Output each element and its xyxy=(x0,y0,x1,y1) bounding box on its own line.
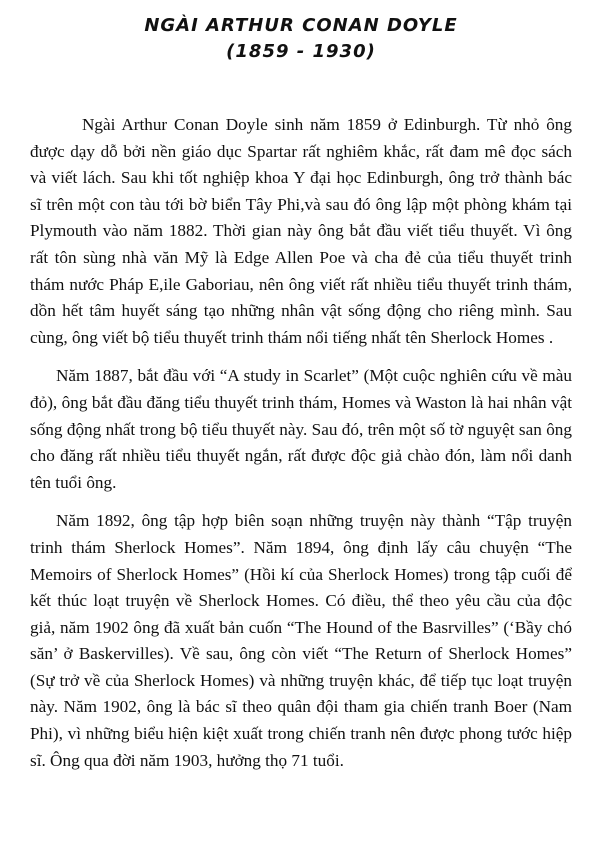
paragraph-3: Năm 1892, ông tập hợp biên soạn những truyện này thành “Tập truyện trinh thám Sherlock Homes”. Năm 1894, ông định lấy câu chuyện “The Memoirs of Sherlock Homes” (Hồi kí của Sherlock Homes) trong tập cuối để kết thúc loạt truyện về Sherlock Homes. Có điều, thể theo yêu cầu của độc giả, năm 1902 ông đã xuất bản cuốn “The Hound of the Basrvilles” (‘Bầy chó săn’ ở Baskervilles). Về sau, ông còn viết “The Return of Sherlock Homes” (Sự trở về của Sherlock Homes) và những truyện khác, để tiếp tục loạt truyện này. Năm 1902, ông là bác sĩ theo quân đội tham gia chiến tranh Boer (Nam Phi), vì những biểu hiện kiệt xuất trong chiến tranh nên được phong tước hiệp sĩ. Ông qua đời năm 1903, hưởng thọ 71 tuổi. xyxy=(30,511,572,770)
page-title: NGÀI ARTHUR CONAN DOYLE xyxy=(144,15,458,36)
article-body xyxy=(30,112,572,774)
life-years: (1859 - 1930) xyxy=(226,41,376,62)
paragraph-2: Năm 1887, bắt đầu với “A study in Scarlet” (Một cuộc nghiên cứu về màu đỏ), ông bắt đầu đăng tiểu thuyết trinh thám, Homes và Waston là hai nhân vật sống động nhất trong bộ tiểu thuyết này. Sau đó, trên một số tờ nguyệt san ông cho đăng rất nhiều tiểu thuyết ngắn, rất được độc giả chào đón, làm nổi danh tên tuổi ông. xyxy=(30,366,572,492)
paragraph-1: Ngài Arthur Conan Doyle sinh năm 1859 ở Edinburgh. Từ nhỏ ông được dạy dỗ bởi nền giáo dục Spartar rất nghiêm khắc, rất đam mê đọc sách và viết lách. Sau khi tốt nghiệp khoa Y đại học Edinburgh, ông trở thành bác sĩ trên một con tàu tới bờ biển Tây Phi,và sau đó ông lập một phòng khám tại Plymouth vào năm 1882. Thời gian này ông bắt đầu viết tiểu thuyết. Vì ông rất tôn sùng nhà văn Mỹ là Edge Allen Poe và cha đẻ của tiểu thuyết trinh thám nước Pháp E,ile Gaboriau, nên ông viết rất nhiều tiểu thuyết trinh thám, dồn hết tâm huyết sáng tạo những nhân vật sống động cho riêng mình. Sau cùng, ông viết bộ tiểu thuyết trinh thám nổi tiếng nhất tên Sherlock Homes . xyxy=(30,115,572,347)
